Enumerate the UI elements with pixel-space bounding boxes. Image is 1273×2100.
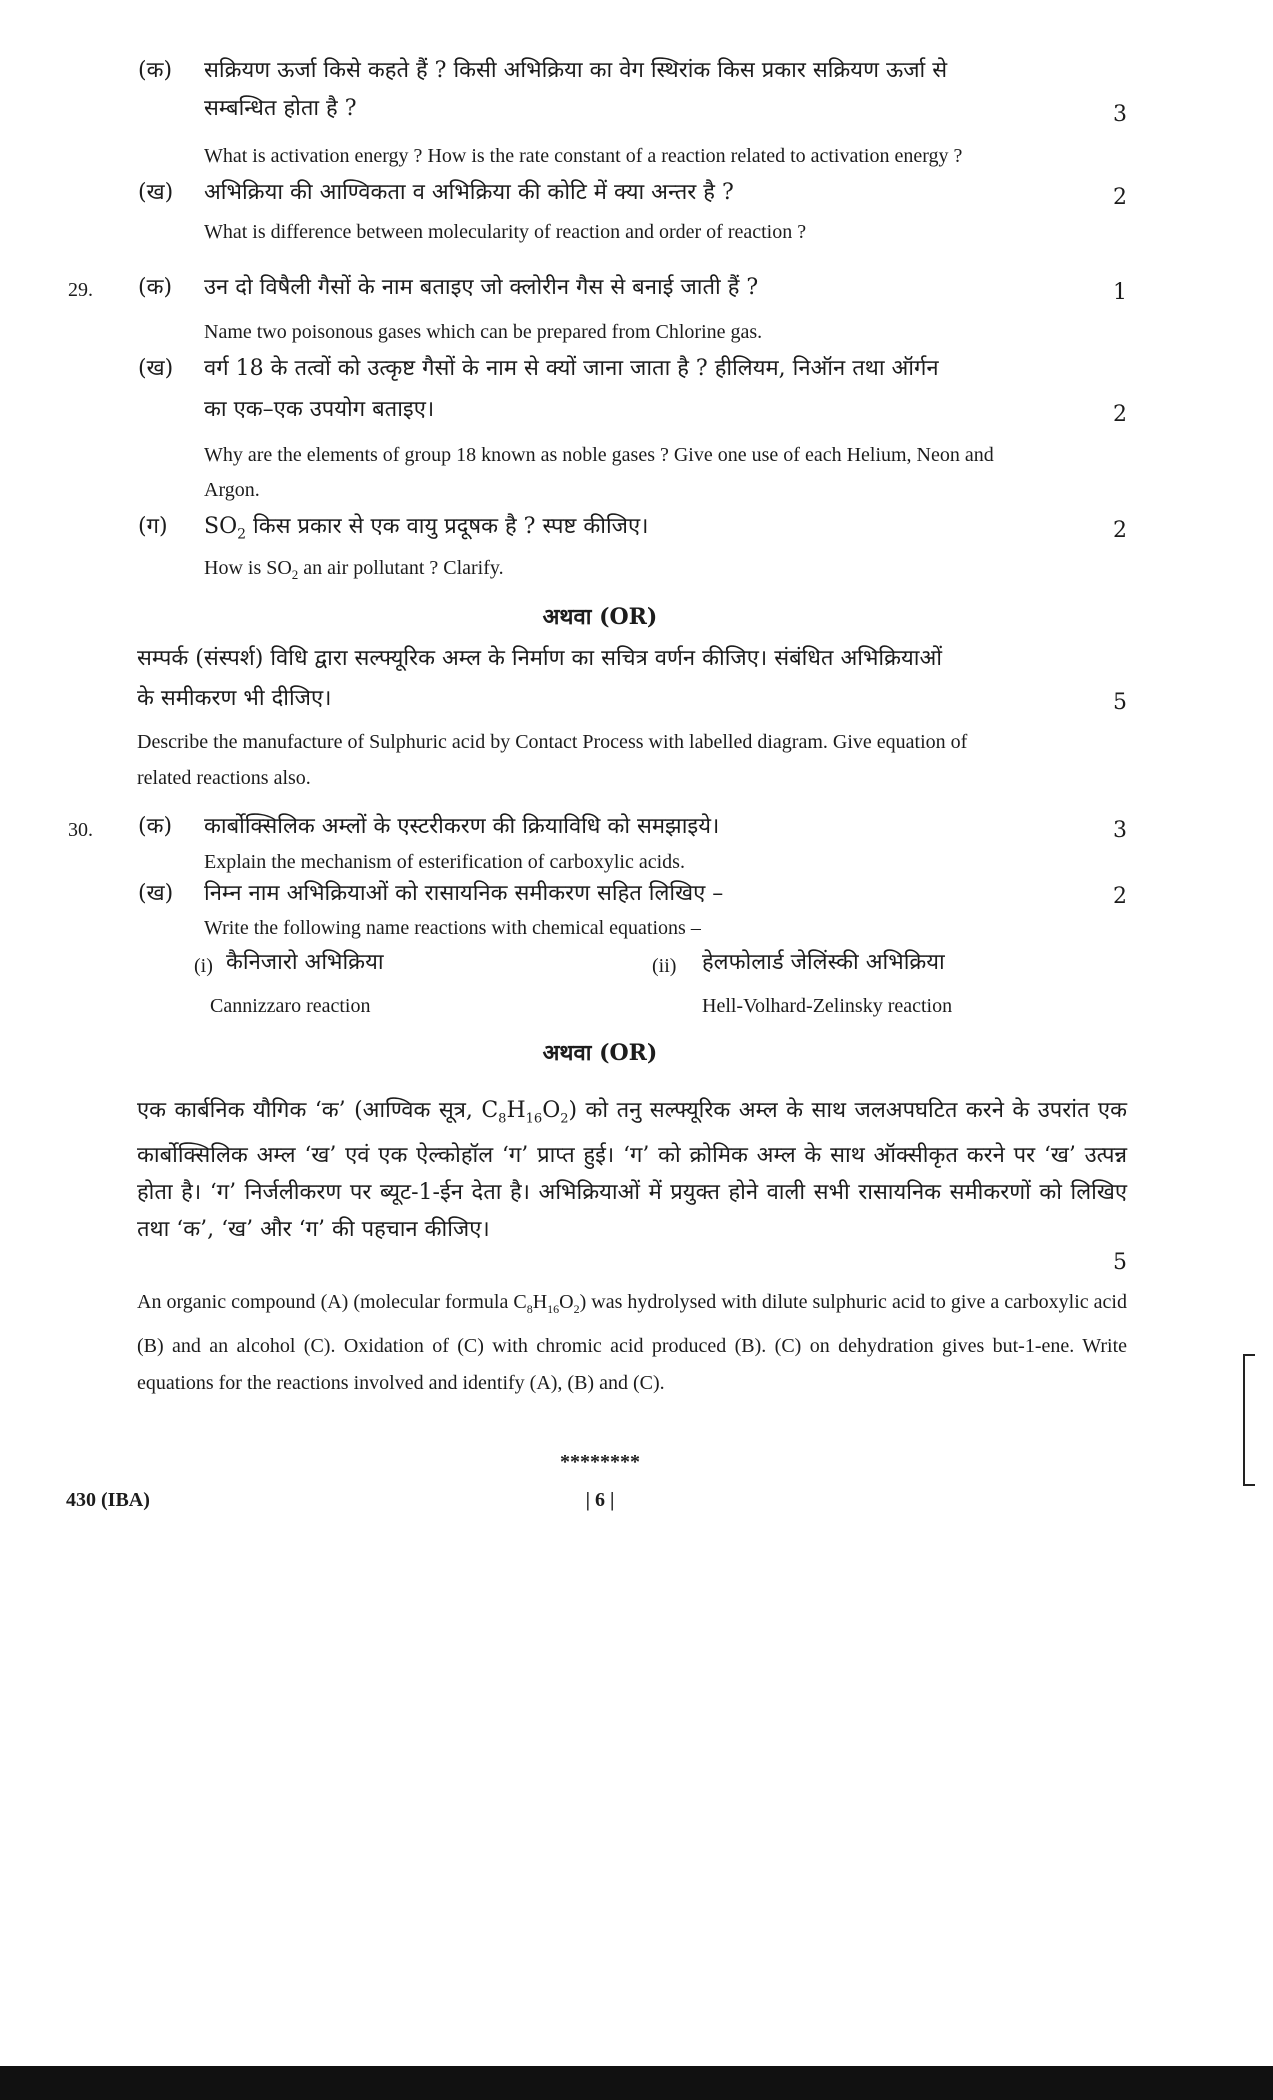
q30-or-hindi-o: O xyxy=(542,1098,561,1123)
q29b-hindi-line2: का एक–एक उपयोग बताइए। xyxy=(204,397,435,422)
q30b-i-label: (i) xyxy=(194,955,213,977)
q30b-label: (ख) xyxy=(138,881,174,906)
q30-or-english-sub2: 16 xyxy=(547,1302,560,1316)
q29a-hindi: उन दो विषैली गैसों के नाम बताइए जो क्लोरीन गैस से बनाई जाती हैं ? xyxy=(204,275,759,300)
q30-or-marks: 5 xyxy=(1113,1250,1127,1275)
q29a-label: (क) xyxy=(138,275,173,300)
q28a-marks: 3 xyxy=(1113,102,1127,127)
q30-or-hindi-sub2: 16 xyxy=(525,1111,543,1127)
q30-or-hindi-pre: एक कार्बनिक यौगिक ‘क’ (आण्विक सूत्र, C xyxy=(137,1098,499,1123)
q28a-hindi-line1: सक्रियण ऊर्जा किसे कहते हैं ? किसी अभिक्रिया का वेग स्थिरांक किस प्रकार सक्रियण ऊर्जा से xyxy=(204,58,948,83)
q29-or-english-line1: Describe the manufacture of Sulphuric acid by Contact Process with labelled diagram. Give equation of xyxy=(137,731,968,753)
q29-or-hindi-line2: के समीकरण भी दीजिए। xyxy=(137,686,332,711)
paper-code: 430 (IBA) xyxy=(66,1489,150,1511)
q28b-hindi: अभिक्रिया की आण्विकता व अभिक्रिया की कोटि में क्या अन्तर है ? xyxy=(204,180,734,205)
q30a-label: (क) xyxy=(138,814,173,839)
q30b-i-hindi: कैनिजारो अभिक्रिया xyxy=(226,950,384,975)
q30a-english: Explain the mechanism of esterification of carboxylic acids. xyxy=(204,851,685,873)
end-stars: ******** xyxy=(560,1451,640,1473)
scan-bottom-bar xyxy=(0,2066,1273,2100)
q30-or-hindi xyxy=(137,1092,1127,1248)
q29-or-heading: अथवा (OR) xyxy=(542,604,658,630)
q30-or-heading: अथवा (OR) xyxy=(542,1040,658,1066)
q30b-ii-english: Hell-Volhard-Zelinsky reaction xyxy=(702,995,953,1017)
q29c-hindi-sub: 2 xyxy=(237,526,247,543)
q30-or-english-pre: An organic compound (A) (molecular formula C xyxy=(137,1291,527,1313)
q30-or-english-sub1: 8 xyxy=(526,1302,533,1316)
q30-number: 30. xyxy=(68,819,93,841)
q28b-label: (ख) xyxy=(138,180,174,205)
q29c-hindi xyxy=(204,514,648,543)
q29-or-marks: 5 xyxy=(1113,690,1127,715)
q30a-hindi: कार्बोक्सिलिक अम्लों के एस्टरीकरण की क्रियाविधि को समझाइये। xyxy=(204,814,720,839)
q29b-hindi-line1: वर्ग 18 के तत्वों को उत्कृष्ट गैसों के नाम से क्यों जाना जाता है ? हीलियम, निऑन तथा ऑर्गन xyxy=(204,356,939,381)
q29-number: 29. xyxy=(68,279,93,301)
q30b-marks: 2 xyxy=(1113,884,1127,909)
q30-or-english-rest: ) was hydrolysed with dilute sulphuric acid to give a carboxylic acid (B) and an alcohol (C). Oxidation of (C) with chromic acid produced (B). (C) on dehydration gives but-1-ene. Write equations for the reactions involved and identify (A), (B) and (C). xyxy=(137,1291,1127,1394)
q29c-english-sub: 2 xyxy=(291,567,299,582)
q30b-ii-hindi: हेलफोलार्ड जेलिंस्की अभिक्रिया xyxy=(702,950,945,975)
q29b-english-line2: Argon. xyxy=(204,479,260,501)
q29c-hindi-pre: SO xyxy=(204,514,238,539)
q30b-hindi: निम्न नाम अभिक्रियाओं को रासायनिक समीकरण सहित लिखिए – xyxy=(204,881,724,906)
q29b-english-line1: Why are the elements of group 18 known as noble gases ? Give one use of each Helium, Neon and xyxy=(204,444,994,466)
q30-or-english-o: O xyxy=(559,1291,574,1313)
q30b-english: Write the following name reactions with chemical equations – xyxy=(204,917,701,939)
q30-or-hindi-sub3: 2 xyxy=(560,1111,569,1127)
q29c-marks: 2 xyxy=(1113,518,1127,543)
q30-or-english xyxy=(137,1284,1127,1402)
q29c-english-post: an air pollutant ? Clarify. xyxy=(298,557,504,579)
q28b-marks: 2 xyxy=(1113,185,1127,210)
q30-or-hindi-sub1: 8 xyxy=(498,1111,507,1127)
q28a-english: What is activation energy ? How is the rate constant of a reaction related to activation energy ? xyxy=(204,145,963,167)
q30-or-hindi-h: H xyxy=(506,1098,526,1123)
q28b-english: What is difference between molecularity of reaction and order of reaction ? xyxy=(204,221,807,243)
q29c-english xyxy=(204,556,504,583)
q28a-label: (क) xyxy=(138,58,173,83)
q30b-i-english: Cannizzaro reaction xyxy=(210,995,371,1017)
q30-or-hindi-rest: ) को तनु सल्फ्यूरिक अम्ल के साथ जलअपघटित करने के उपरांत एक कार्बोक्सिलिक अम्ल ‘ख’ एवं एक ऐल्कोहॉल ‘ग’ प्राप्त हुई। ‘ग’ को क्रोमिक अम्ल के साथ ऑक्सीकृत करने पर ‘ख’ उत्पन्न होता है। ‘ग’ निर्जलीकरण पर ब्यूट-1-ईन देता है। अभिक्रियाओं में प्रयुक्त होने वाली सभी रासायनिक समीकरणों को लिखिए तथा ‘क’, ‘ख’ और ‘ग’ की पहचान कीजिए। xyxy=(137,1098,1127,1243)
q30a-marks: 3 xyxy=(1113,818,1127,843)
scan-margin-bracket xyxy=(1243,1354,1255,1486)
q29c-label: (ग) xyxy=(138,514,168,539)
q30b-ii-label: (ii) xyxy=(652,955,677,977)
q29c-english-pre: How is SO xyxy=(204,557,292,579)
q28a-hindi-line2: सम्बन्धित होता है ? xyxy=(204,96,357,121)
q29a-english: Name two poisonous gases which can be prepared from Chlorine gas. xyxy=(204,321,763,343)
q29-or-english-line2: related reactions also. xyxy=(137,767,311,789)
q29c-hindi-post: किस प्रकार से एक वायु प्रदूषक है ? स्पष्ट कीजिए। xyxy=(246,514,649,539)
q29a-marks: 1 xyxy=(1113,280,1127,305)
q29-or-hindi-line1: सम्पर्क (संस्पर्श) विधि द्वारा सल्फ्यूरिक अम्ल के निर्माण का सचित्र वर्णन कीजिए। संबंधित अभिक्रियाओं xyxy=(137,646,942,671)
q29b-marks: 2 xyxy=(1113,402,1127,427)
q29b-label: (ख) xyxy=(138,356,174,381)
page-number: | 6 | xyxy=(585,1489,615,1511)
q30-or-english-sub3: 2 xyxy=(573,1302,580,1316)
q30-or-english-h: H xyxy=(532,1291,548,1313)
